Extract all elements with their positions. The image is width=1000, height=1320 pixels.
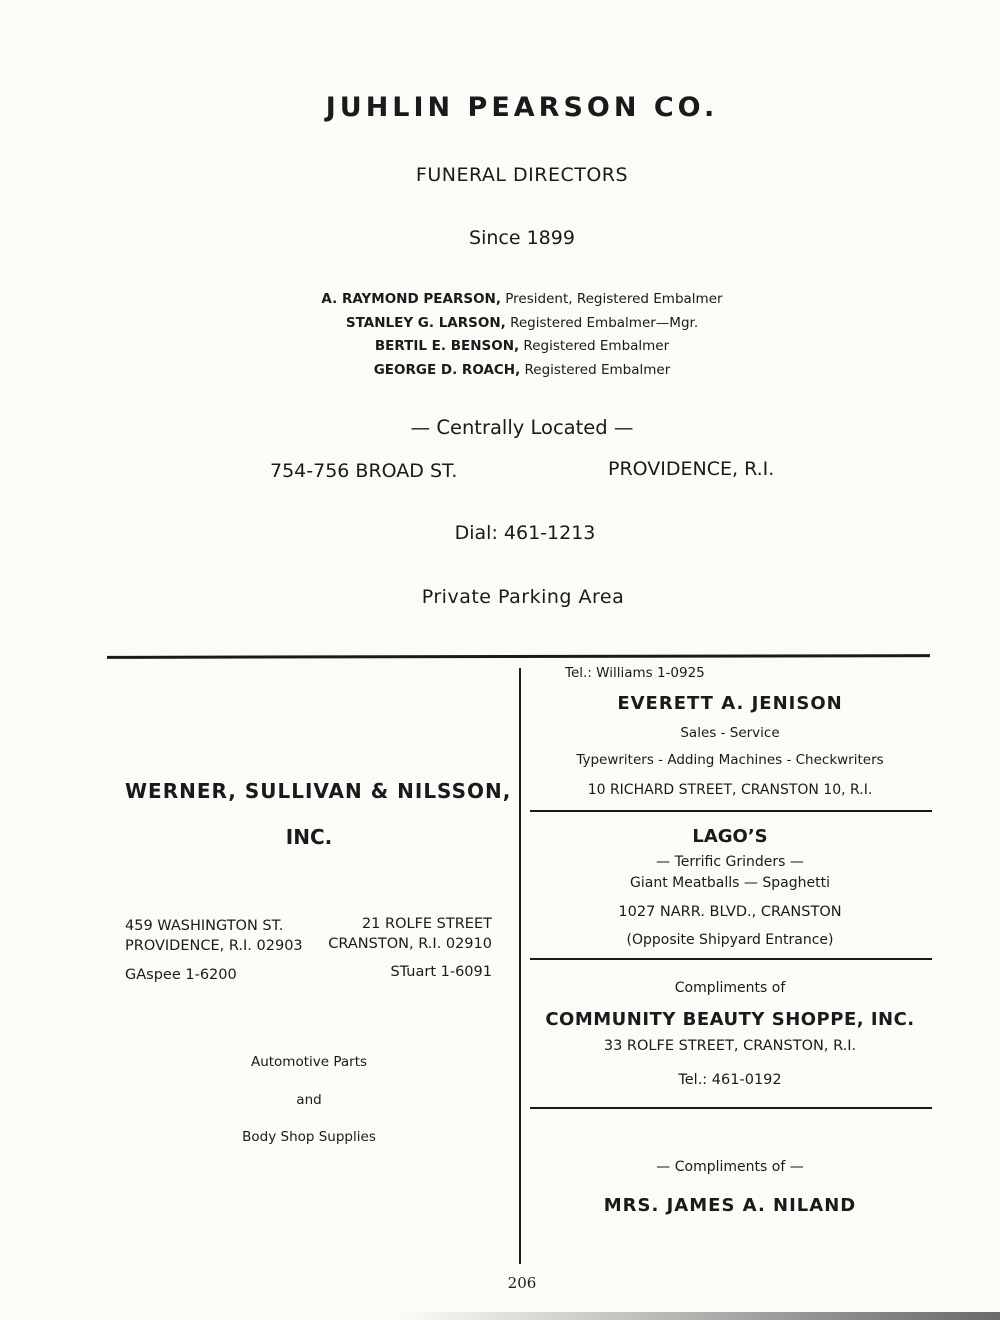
page-edge-shadow xyxy=(0,1312,1000,1320)
jenison-tel: Tel.: Williams 1-0925 xyxy=(565,665,705,681)
divider-vertical xyxy=(519,668,521,1264)
staff-name: BERTIL E. BENSON, xyxy=(374,338,520,354)
wsn-address1-line2: PROVIDENCE, R.I. 02903 xyxy=(125,938,303,954)
wsn-name: WERNER, SULLIVAN & NILSSON, xyxy=(125,779,512,803)
firm-title: JUHLIN PEARSON CO. xyxy=(325,92,719,123)
jenison-name: EVERETT A. JENISON xyxy=(617,693,843,714)
firm-subtitle: FUNERAL DIRECTORS xyxy=(415,164,629,186)
wsn-phone2: STuart 1-6091 xyxy=(390,964,492,980)
firm-since: Since 1899 xyxy=(469,227,575,249)
staff-name: GEORGE D. ROACH, xyxy=(373,361,521,378)
lago-tagline2: Giant Meatballs — Spaghetti xyxy=(630,875,830,891)
wsn-service: Body Shop Supplies xyxy=(242,1129,376,1145)
divider-right-1 xyxy=(530,810,932,812)
wsn-inc: INC. xyxy=(285,825,333,849)
staff-list xyxy=(0,288,1000,382)
beauty-name: COMMUNITY BEAUTY SHOPPE, INC. xyxy=(545,1009,915,1030)
staff-line xyxy=(0,335,1000,359)
wsn-service: and xyxy=(296,1092,322,1108)
staff-role: Registered Embalmer xyxy=(519,338,670,354)
dial-number: Dial: 461-1213 xyxy=(454,522,596,544)
niland-name: MRS. JAMES A. NILAND xyxy=(603,1195,857,1216)
jenison-sales: Sales - Service xyxy=(680,725,780,741)
niland-compliments: — Compliments of — xyxy=(656,1159,804,1175)
page-number: 206 xyxy=(507,1274,537,1292)
staff-role: Registered Embalmer xyxy=(520,361,671,378)
divider-right-2 xyxy=(530,958,932,960)
beauty-tel: Tel.: 461-0192 xyxy=(678,1072,782,1088)
lago-address: 1027 NARR. BLVD., CRANSTON xyxy=(618,904,842,920)
wsn-phone1: GAspee 1-6200 xyxy=(125,967,237,983)
staff-role: Registered Embalmer—Mgr. xyxy=(505,314,699,331)
lago-name: LAGO’S xyxy=(692,826,768,847)
staff-name: A. RAYMOND PEARSON, xyxy=(321,291,501,307)
staff-role: President, Registered Embalmer xyxy=(500,291,723,307)
street-address: 754-756 BROAD ST. xyxy=(270,460,458,482)
wsn-address2-line1: 21 ROLFE STREET xyxy=(361,916,492,932)
wsn-service: Automotive Parts xyxy=(250,1054,368,1070)
wsn-address2-line2: CRANSTON, R.I. 02910 xyxy=(328,936,492,952)
beauty-compliments: Compliments of xyxy=(674,980,786,996)
lago-note: (Opposite Shipyard Entrance) xyxy=(626,932,834,948)
centrally-located: — Centrally Located — xyxy=(410,416,634,439)
parking-note: Private Parking Area xyxy=(421,586,625,608)
divider-main xyxy=(107,654,930,659)
staff-line xyxy=(0,288,1000,312)
city-address: PROVIDENCE, R.I. xyxy=(608,458,775,480)
jenison-products: Typewriters - Adding Machines - Checkwriters xyxy=(576,752,884,768)
wsn-address1-line1: 459 WASHINGTON ST. xyxy=(125,918,284,934)
staff-line xyxy=(0,359,1000,383)
staff-line xyxy=(0,312,1000,336)
staff-name: STANLEY G. LARSON, xyxy=(345,314,506,331)
lago-tagline1: — Terrific Grinders — xyxy=(656,854,804,870)
jenison-address: 10 RICHARD STREET, CRANSTON 10, R.I. xyxy=(587,782,873,798)
beauty-address: 33 ROLFE STREET, CRANSTON, R.I. xyxy=(603,1038,857,1054)
